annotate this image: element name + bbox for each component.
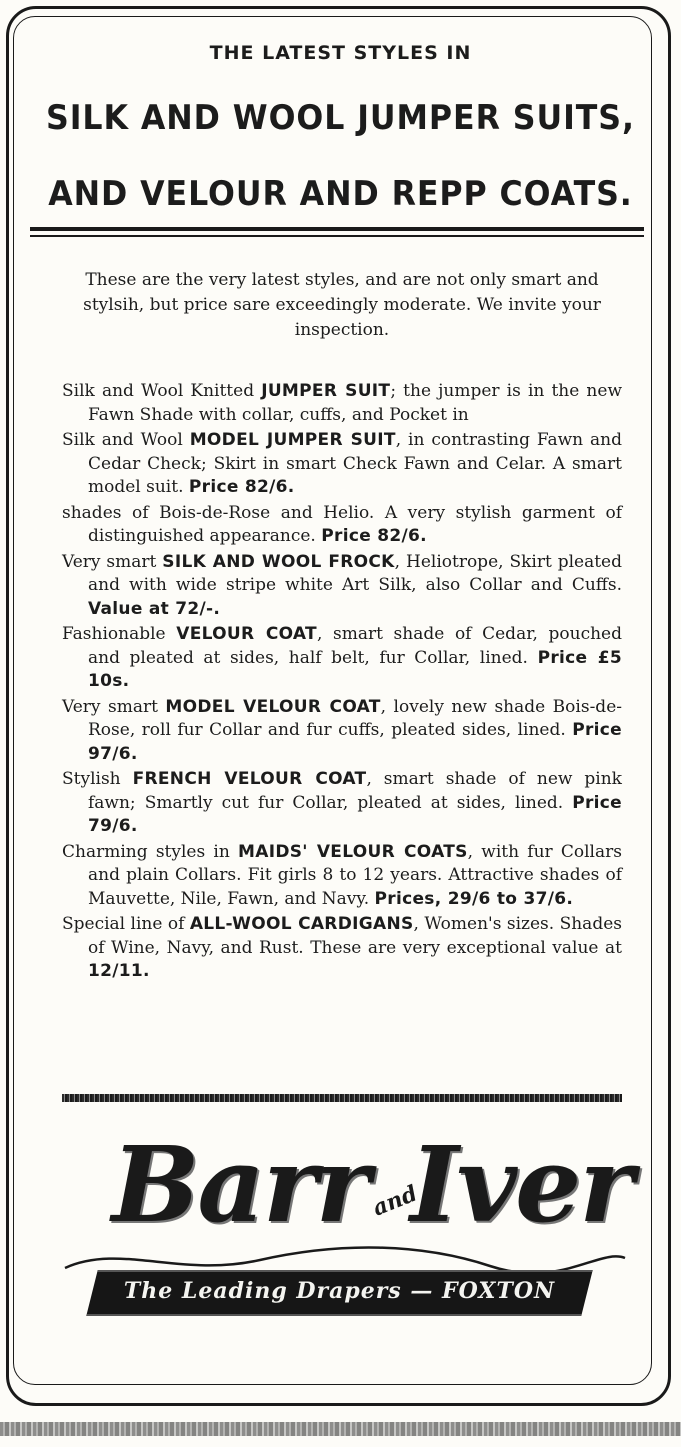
- item-text: Silk and Wool Knitted: [62, 381, 262, 401]
- item-name: MAIDS' VELOUR COATS: [238, 841, 468, 862]
- item-price: Value at 72/-.: [88, 598, 221, 619]
- item-text: , smart shade of Cedar, pouched and pleated at sides, half belt, fur Collar, lined.: [88, 624, 622, 668]
- headline-line-2: AND VELOUR AND REPP COATS.: [48, 174, 633, 214]
- item-price: Price 82/6.: [321, 526, 427, 546]
- item-price: Price £5 10s.: [88, 647, 622, 691]
- section-divider: [62, 1094, 622, 1102]
- item-text: Very smart: [62, 696, 166, 717]
- bottom-edge-strip: [0, 1422, 681, 1436]
- item-name: JUMPER SUIT: [261, 381, 391, 401]
- item-text: shades of Bois-de-Rose and Helio. A very stylish garment of distinguished appearance.: [62, 502, 622, 546]
- list-item: [62, 768, 622, 839]
- item-text: , lovely new shade Bois-de-Rose, roll fur Collar and fur cuffs, pleated sides, lined.: [88, 696, 622, 740]
- item-price: Price 97/6.: [88, 720, 622, 764]
- list-item: [62, 696, 622, 767]
- item-price: Prices, 29/6 to 37/6.: [374, 888, 574, 909]
- list-item: [62, 841, 622, 912]
- list-item: [62, 913, 622, 984]
- item-text: Fashionable: [62, 624, 177, 644]
- item-name: SILK AND WOOL FROCK: [162, 551, 395, 572]
- tagline-text: The Leading Drapers — FOXTON: [123, 1278, 556, 1304]
- item-name: VELOUR COAT: [176, 624, 317, 644]
- list-item: [62, 623, 622, 694]
- list-item: [62, 429, 622, 500]
- item-price: Price 82/6.: [188, 477, 295, 497]
- item-name: MODEL JUMPER SUIT: [189, 430, 396, 450]
- item-text: Charming styles in: [62, 841, 239, 862]
- item-text: , with fur Collars and plain Collars. Fit girls 8 to 12 years. Attractive shades of Mauvette, Nile, Fawn, and Navy.: [88, 841, 622, 909]
- item-list: [62, 380, 622, 986]
- item-text: Special line of: [62, 914, 190, 934]
- headline-rule-thin: [30, 235, 644, 237]
- item-text: , Heliotrope, Skirt pleated and with wide stripe white Art Silk, also Collar and Cuffs.: [88, 551, 622, 595]
- headline-rule-thick: [30, 227, 644, 231]
- item-name: ALL-WOOL CARDIGANS: [189, 914, 414, 934]
- item-text: ; the jumper is in the new Fawn Shade with collar, cuffs, and Pocket in: [88, 381, 622, 425]
- item-name: MODEL VELOUR COAT: [165, 696, 381, 717]
- item-text: Stylish: [62, 769, 133, 789]
- item-price: Price 79/6.: [88, 792, 622, 836]
- logo-conjunction: and: [368, 1180, 422, 1222]
- logo-name-right: Iver: [410, 1123, 633, 1246]
- item-text: , smart shade of new pink fawn; Smartly cut fur Collar, pleated at sides, lined.: [88, 769, 622, 813]
- store-logo: [60, 1123, 633, 1246]
- item-text: Very smart: [62, 551, 163, 572]
- headline-line-1: SILK AND WOOL JUMPER SUITS,: [46, 98, 635, 138]
- item-text: , Women's sizes. Shades of Wine, Navy, and Rust. These are very exceptional value at: [88, 914, 622, 958]
- list-item: [62, 551, 622, 622]
- item-text: , in contrasting Fawn and Cedar Check; Skirt in smart Check Fawn and Celar. A smart model suit.: [88, 430, 622, 497]
- kicker-heading: THE LATEST STYLES IN: [209, 42, 472, 64]
- item-text: Silk and Wool: [62, 430, 190, 450]
- item-price: 12/11.: [88, 961, 150, 981]
- intro-paragraph: These are the very latest styles, and are not only smart and stylsih, but price sare exceedingly moderate. We invite your inspection.: [83, 270, 601, 340]
- item-name: FRENCH VELOUR COAT: [132, 769, 367, 789]
- logo-name-left: Barr: [111, 1123, 369, 1246]
- list-item: [62, 502, 622, 549]
- list-item: [62, 380, 622, 427]
